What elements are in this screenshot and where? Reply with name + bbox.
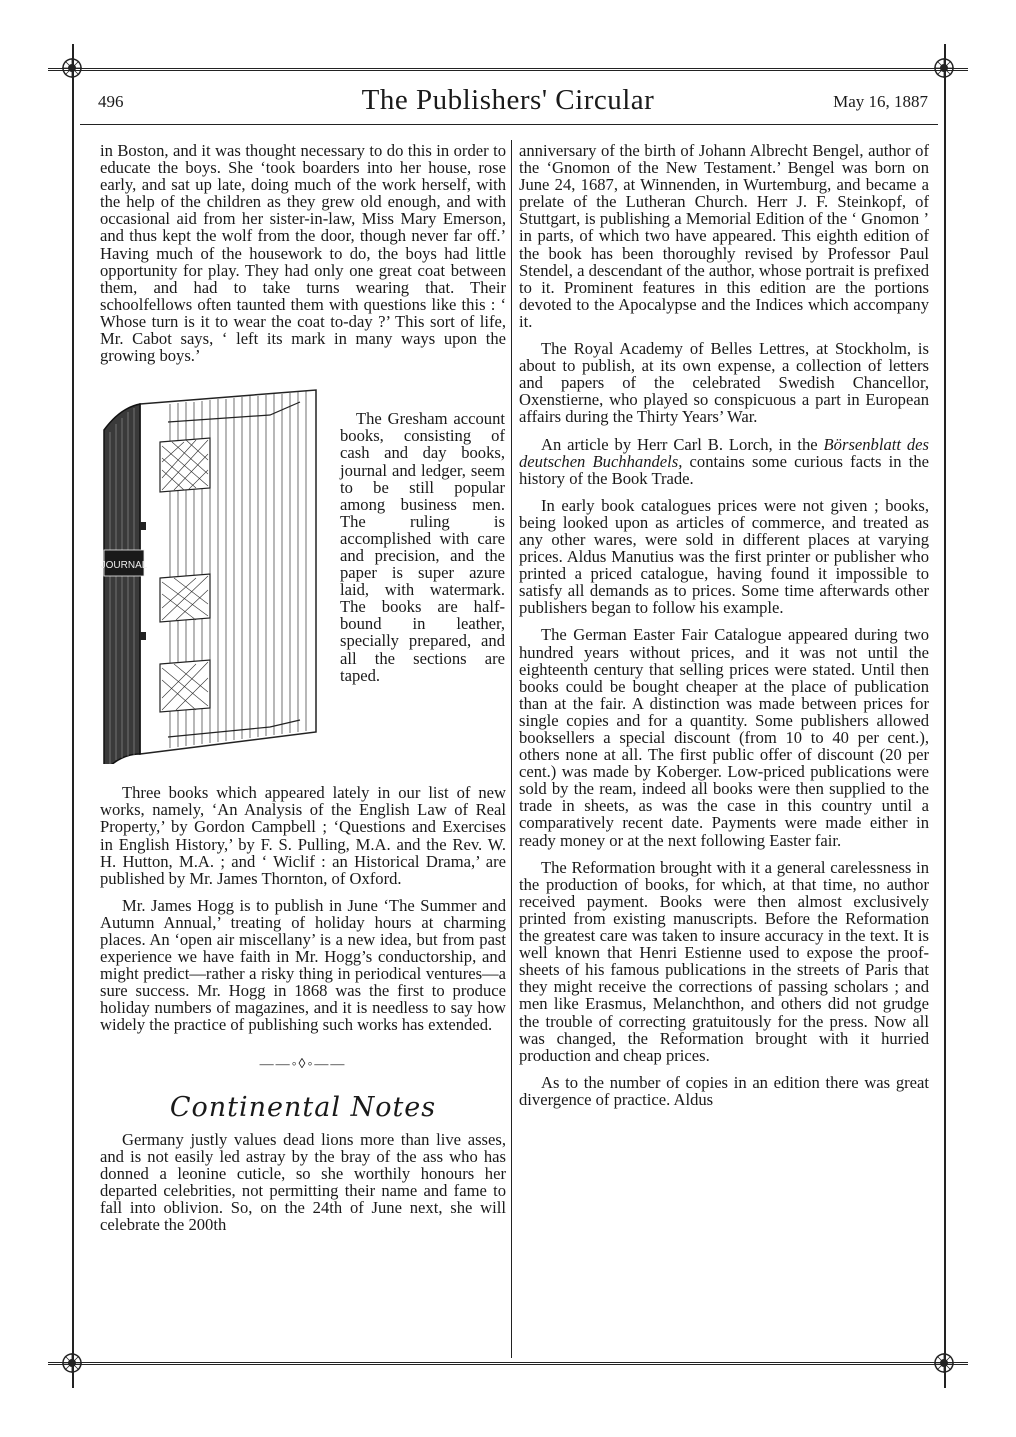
corner-rosette-icon [61,57,83,79]
right-column [519,142,929,1108]
paragraph: The German Easter Fair Catalogue appeared during two hundred years without prices, and it was not until the eighteenth century that selling prices were stated. Until then books could be bought cheaper at the place of publication than at the fair. A distinction was made between prices for single copies and for a quantity. Some publishers allowed booksellers a special discount (from 10 to 40 per cent.), others none at all. The first public offer of discount (20 per cent.) was made by Koberger. Low-priced publications were sold by the ream, indeed all books were then supplied to the trade in sheets, as was the case in this country until a comparatively recent date. Payments were made either in ready money or at the next following Easter fair. [519,625,929,850]
section-heading: Continental Notes [169,1091,437,1123]
page-frame-top-rule [48,68,968,71]
paragraph: Three books which appeared lately in our list of new works, namely, ‘An Analysis of the English Law of Real Property,’ by Gordon Campbell ; ‘Questions and Exercises in English History,’ by F. S. Pulling, M.A. and the Rev. W. H. Hutton, M.A. ; and ‘ Wiclif : an Historical Drama,’ are published by Mr. James Thornton, of Oxford. [100,783,506,888]
column-divider [511,140,512,1358]
page-frame-right-rule [944,44,946,1388]
paragraph: In early book catalogues prices were not given ; books, being looked upon as articles of commerce, and treated as any other wares, were sold in different places at varying prices. Aldus Manutius was the first printer or publisher who printed a priced catalogue, having found it impossible to satisfy all demands as to prices. Some time afterwards other publishers began to follow his example. [519,495,929,618]
corner-rosette-icon [61,1352,83,1374]
paragraph-text: contains some curious facts in the history of the Book Trade. [519,451,929,488]
paragraph: anniversary of the birth of Johann Albrecht Bengel, author of the ‘Gnomon of the New Testament.’ Bengel was born on June 24, 1687, at Winnenden, in Wurtemburg, and became a prelate of the Lutheran Church. Herr J. F. Steinkopf, of Stuttgart, is publishing a Memorial Edition of the ‘ Gnomon ’ in parts, of which two have appeared. This eighth edition of the book has been thoroughly revised by Professor Paul Stendel, a descendant of the author, whose portrait is prefixed to it. Prominent features in this edition are the portions devoted to the Apocalypse and the Indices which accompany it. [519,141,929,331]
journal-book-icon [100,382,330,764]
page-number: 496 [98,92,124,111]
paragraph: in Boston, and it was thought necessary to do this in order to educate the boys. She ‘took boarders into her house, rose early, and sat up late, doing much of the work herself, with the help of the children as they grew old enough, and with occasional aid from her sister-in-law, Miss Mary Emerson, and thus kept the wolf from the door, though never far off.’ Having much of the housework to do, the boys had little opportunity for play. They had only one great coat between them, and had to take turns wearing that. Their schoolfellows often taunted them with questions like this : ‘ Whose turn is it to wear the coat to-day ?’ This sort of life, Mr. Cabot says, ‘ left its mark in many ways upon the growing boys.’ [100,141,506,366]
corner-rosette-icon [933,57,955,79]
paragraph: Mr. James Hogg is to publish in June ‘The Summer and Autumn Annual,’ treating of holiday hours at charming places. An ‘open air miscellany’ is a new idea, but from past experience we have faith in Mr. Hogg’s conductorship, and might predict—rather a risky thing in periodical ventures—a sure success. Mr. Hogg in 1868 was the first to produce holiday numbers of magazines, and it is needless to say how widely the practice of publishing such works has extended. [100,895,506,1035]
page-title: The Publishers' Circular [361,84,655,116]
paragraph: Germany justly values dead lions more than live asses, and is not easily led astray by the bray of the ass who has donned a leonine cuticle, so she worthily honours her departed celebrities, not permitting their name and fame to fall into oblivion. So, on the 24th of June next, she will celebrate the 200th [100,1129,506,1235]
book-caption: The Gresham account books, consisting of cash and day books, journal and ledger, seem to be still popular among business men. The ruling is accomplished with care and precision, and the paper is super azure laid, with watermark. The books are half-bound in leather, specially prepared, and all the sections are taped. [340,409,505,685]
page-frame-bottom-rule [48,1362,968,1365]
page-frame-left-rule [72,44,74,1388]
paragraph [519,436,929,487]
corner-rosette-icon [933,1352,955,1374]
paragraph: The Royal Academy of Belles Lettres, at Stockholm, is about to publish, at its own expense, a collection of letters and papers of the celebrated Swedish Chancellor, Oxenstierne, who played so conspicuous a part in European affairs during the Thirty Years’ War. [519,339,929,427]
paragraph-text: An article by Herr Carl B. Lorch, in the [541,434,818,454]
left-column [100,142,506,1233]
section-ornament-divider: ――◦◊◦―― [259,1056,347,1072]
issue-date: May 16, 1887 [833,92,928,111]
paragraph: The Reformation brought with it a general carelessness in the production of books, for which, at that time, no author received payment. Books were then almost exclusively printed from existing manuscripts. Before the Reformation the greatest care was taken to insure accuracy in the text. It is well known that Henri Estienne used to expose the proof-sheets of his famous publications in the streets of Paris that they might receive the corrections of passing scholars ; and men like Erasmus, Melanchthon, and others did not grudge the trouble of correcting gratuitously for the press. Now all was changed, the Reformation brought with it hurried production and cheap prices. [519,857,929,1065]
book-spine-label: JOURNAL [100,560,148,572]
header-rule [80,124,938,125]
paragraph: As to the number of copies in an edition there was great divergence of practice. Aldus [519,1072,929,1109]
book-illustration-block [100,374,506,774]
journal-title: Börsenblatt des deutschen Buchhandels, [519,434,929,471]
